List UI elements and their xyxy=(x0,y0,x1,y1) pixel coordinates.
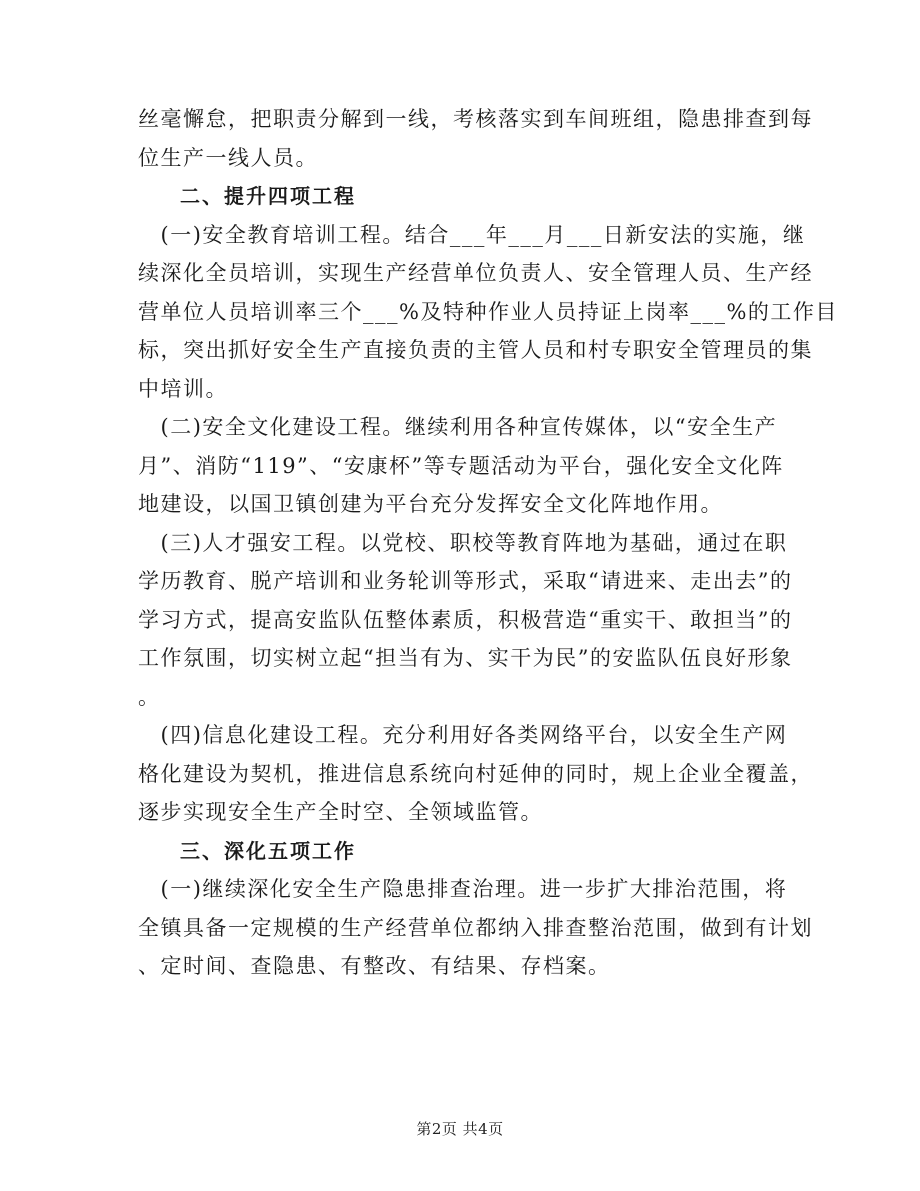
paragraph-line: 地建设，以国卫镇创建为平台充分发挥安全文化阵地作用。 xyxy=(138,492,723,516)
paragraph-line: 位生产一线人员。 xyxy=(138,145,318,170)
paragraph-line: (一)继续深化安全生产隐患排查治理。进一步扩大排治范围，将 xyxy=(138,877,788,901)
paragraph-line: 营单位人员培训率三个___%及特种作业人员持证上岗率___%的工作目 xyxy=(138,299,838,324)
paragraph-line: (二)安全文化建设工程。继续利用各种宣传媒体，以“安全生产 xyxy=(138,415,778,439)
paragraph-line: 。 xyxy=(138,684,161,709)
paragraph-line: 丝毫懈怠，把职责分解到一线，考核落实到车间班组，隐患排查到每 xyxy=(138,107,813,131)
paragraph-line: 全镇具备一定规模的生产经营单位都纳入排查整治范围，做到有计划 xyxy=(138,915,813,940)
section-heading: 二、提升四项工程 xyxy=(180,184,356,208)
paragraph-line: 逐步实现安全生产全时空、全领域监管。 xyxy=(138,800,543,824)
paragraph xyxy=(138,524,793,717)
paragraph xyxy=(138,716,813,832)
paragraph-line: 学习方式，提高安监队伍整体素质，积极营造“重实干、敢担当”的 xyxy=(138,607,793,632)
paragraph xyxy=(138,408,783,524)
paragraph-line: 工作氛围，切实树立起“担当有为、实干为民”的安监队伍良好形象 xyxy=(138,646,793,670)
paragraph-line: (四)信息化建设工程。充分利用好各类网络平台，以安全生产网 xyxy=(138,723,788,747)
section-heading: 三、深化五项工作 xyxy=(180,838,356,863)
page-footer: 第2页 共4页 xyxy=(416,1120,504,1138)
paragraph-line: 、定时间、查隐患、有整改、有结果、存档案。 xyxy=(138,954,611,978)
paragraph xyxy=(138,100,813,177)
paragraph-line: 学历教育、脱产培训和业务轮训等形式，采取“请进来、走出去”的 xyxy=(138,569,793,593)
paragraph-line: (三)人才强安工程。以党校、职校等教育阵地为基础，通过在职 xyxy=(138,530,788,555)
paragraph-line: 中培训。 xyxy=(138,376,228,401)
paragraph-line: 月”、消防“119”、“安康杯”等专题活动为平台，强化安全文化阵 xyxy=(138,453,784,478)
paragraph xyxy=(138,870,813,986)
document-body xyxy=(138,100,838,986)
paragraph-line: (一)安全教育培训工程。结合___年___月___日新安法的实施，继 xyxy=(138,222,806,247)
paragraph-line: 标，突出抓好安全生产直接负责的主管人员和村专职安全管理员的集 xyxy=(138,338,813,362)
paragraph xyxy=(138,216,838,409)
paragraph-line: 格化建设为契机，推进信息系统向村延伸的同时，规上企业全覆盖， xyxy=(138,761,813,786)
paragraph-line: 续深化全员培训，实现生产经营单位负责人、安全管理人员、生产经 xyxy=(138,261,813,285)
